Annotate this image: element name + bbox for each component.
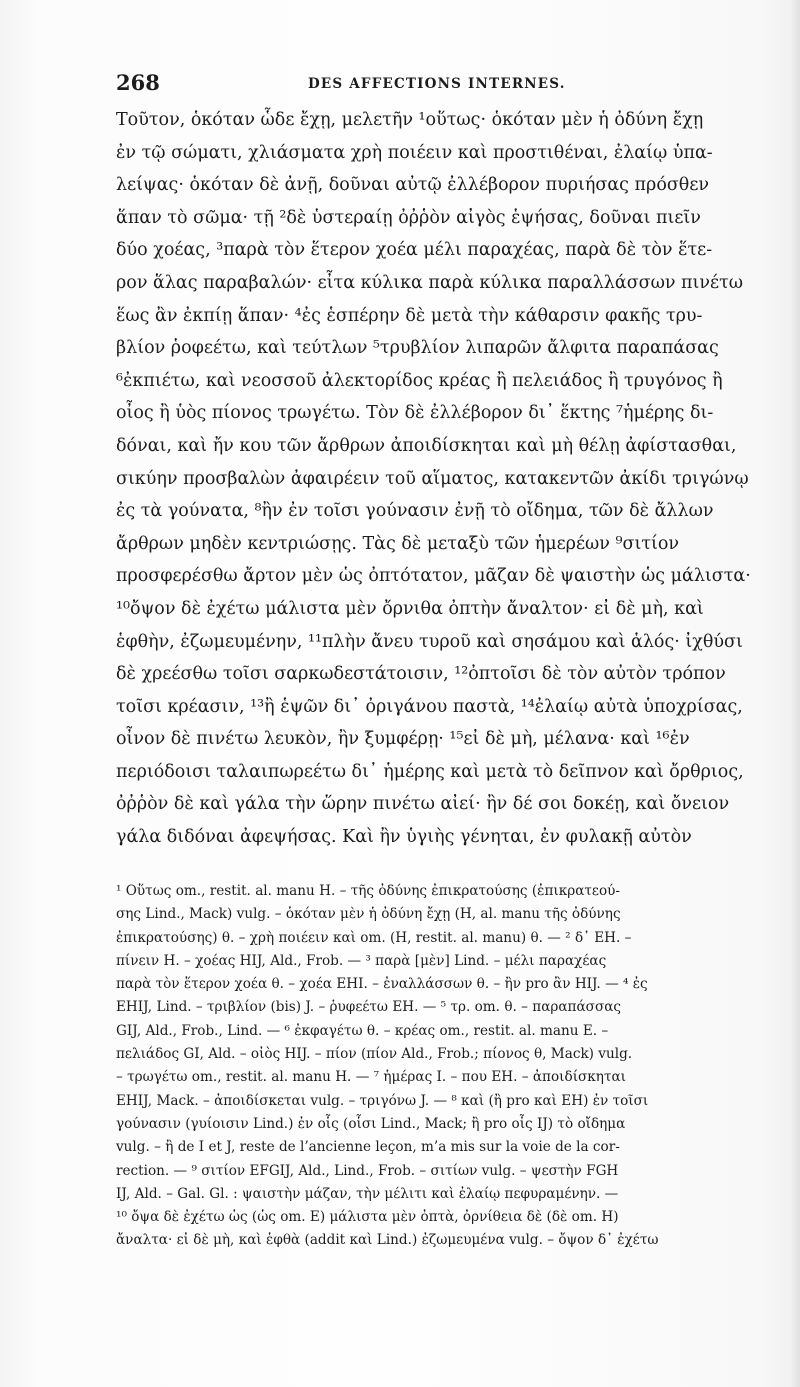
footnote-line: πελιάδος GI, Ald. – οἰὸς HIJ. – πίον (πίον Ald., Frob.; πίονος θ, Mack) vulg.	[116, 1046, 633, 1063]
footnote-line: σης Lind., Mack) vulg. – ὁκόταν μὲν ἡ ὀδύνη ἔχῃ (H, al. manu τῆς ὀδύνης	[116, 906, 621, 923]
footnote-line: rection. — ⁹ σιτίον EFGIJ, Ald., Lind., Frob. – σιτίων vulg. – ψεστὴν FGH	[116, 1162, 619, 1179]
text-line: ἑφθὴν, ἐζωμευμένην, ¹¹πλὴν ἄνευ τυροῦ καὶ σησάμου καὶ ἁλός· ἰχθύσι	[116, 631, 743, 652]
footnote-line: IJ, Ald. – Gal. Gl. : ψαιστὴν μάζαν, τὴν μέλιτι καὶ ἐλαίῳ πεφυραμένην. —	[116, 1185, 619, 1202]
text-line: οἶνον δὲ πινέτω λευκὸν, ἢν ξυμφέρῃ· ¹⁵εἰ δὲ μὴ, μέλανα· καὶ ¹⁶ἐν	[116, 729, 690, 750]
footnote-line: EHIJ, Mack. – ἀποιδίσκεται vulg. – τριγόνω J. — ⁸ καὶ (ἢ pro καὶ EH) ἐν τοῖσι	[116, 1092, 649, 1109]
text-line: λείψας· ὁκόταν δὲ ἀνῇ, δοῦναι αὐτῷ ἐλλέβορον πυριήσας πρόσθεν	[116, 175, 710, 196]
running-title: DES AFFECTIONS INTERNES.	[308, 76, 566, 92]
footnote-line: ἐπικρατούσης) θ. – χρὴ ποιέειν καὶ om. (H, restit. al. manu) θ. — ² δ᾽ EH. –	[116, 929, 632, 946]
text-line: ἐν τῷ σώματι, χλιάσματα χρὴ ποιέειν καὶ προστιθέναι, ἐλαίῳ ὑπα-	[116, 142, 713, 163]
text-line: οἶος ἢ ὑὸς πίονος τρωγέτω. Τὸν δὲ ἐλλέβορον δι᾽ ἕκτης ⁷ἡμέρης δι-	[116, 403, 714, 424]
footnotes	[116, 880, 756, 1253]
footnote-line: – τρωγέτω om., restit. al. manu H. — ⁷ ἡμέρας I. – που EH. – ἀποιδίσκηται	[116, 1069, 626, 1086]
footnote-line: πίνειν H. – χοέας HIJ, Ald., Frob. — ³ παρὰ [μὲν] Lind. – μέλι παραχέας	[116, 952, 607, 969]
text-line: δὲ χρεέσθω τοῖσι σαρκωδεστάτοισιν, ¹²ὀπτοῖσι δὲ τὸν αὐτὸν τρόπον	[116, 664, 726, 685]
footnote-line: ¹⁰ ὄψα δὲ ἐχέτω ὡς (ὡς om. E) μάλιστα μὲν ὀπτὰ, ὀρνίθεια δὲ (δὲ om. H)	[116, 1209, 619, 1226]
footnote-line: παρὰ τὸν ἕτερον χοέα θ. – χοέα EHI. – ἐναλλάσσων θ. – ἢν pro ἂν HIJ. — ⁴ ἐς	[116, 976, 648, 993]
footnote-line: vulg. – ἢ de I et J, reste de l’ancienne leçon, m’a mis sur la voie de la cor-	[116, 1139, 620, 1156]
text-line: ⁶ἐκπιέτω, καὶ νεοσσοῦ ἀλεκτορίδος κρέας ἢ πελειάδος ἢ τρυγόνος ἢ	[116, 370, 723, 391]
page-number: 268	[116, 70, 160, 95]
text-line: Τοῦτον, ὁκόταν ὧδε ἔχῃ, μελετῆν ¹οὕτως· ὁκόταν μὲν ἡ ὀδύνη ἔχῃ	[116, 110, 704, 130]
footnote-line: ἄναλτα· εἰ δὲ μὴ, καὶ ἑφθὰ (addit καὶ Lind.) ἐζωμευμένα vulg. – ὄψον δ᾽ ἐχέτω	[116, 1232, 659, 1249]
footnote-line: ¹ Οὕτως om., restit. al. manu H. – τῆς ὀδύνης ἐπικρατούσης (ἐπικρατεού-	[116, 883, 620, 899]
text-line: βλίον ῥοφεέτω, καὶ τεύτλων ⁵τρυβλίον λιπαρῶν ἄλφιτα παραπάσας	[116, 338, 719, 359]
page-header	[116, 70, 756, 100]
text-line: σικύην προσβαλὼν ἀφαιρέειν τοῦ αἵματος, κατακεντῶν ἀκίδι τριγώνῳ	[116, 468, 749, 489]
footnote-line: GIJ, Ald., Frob., Lind. — ⁶ ἐκφαγέτω θ. – κρέας om., restit. al. manu E. –	[116, 1022, 609, 1039]
text-line: δόναι, καὶ ἤν κου τῶν ἄρθρων ἀποιδίσκηται καὶ μὴ θέλῃ ἀφίστασθαι,	[116, 435, 737, 456]
footnote-separator	[116, 870, 756, 871]
footnote-line: EHIJ, Lind. – τριβλίον (bis) J. – ῥυφεέτω EH. — ⁵ τρ. om. θ. – παραπάσσας	[116, 999, 622, 1016]
text-line: περιόδοισι ταλαιπωρεέτω δι᾽ ἡμέρης καὶ μετὰ τὸ δεῖπνον καὶ ὄρθριος,	[116, 761, 744, 782]
main-text	[116, 104, 756, 854]
text-line: ἅπαν τὸ σῶμα· τῇ ²δὲ ὑστεραίῃ ὀῤῥὸν αἰγὸς ἑψήσας, δοῦναι πιεῖν	[116, 207, 701, 228]
text-line: ἕως ἂν ἐκπίῃ ἅπαν· ⁴ἐς ἑσπέρην δὲ μετὰ τὴν κάθαρσιν φακῆς τρυ-	[116, 305, 703, 326]
text-line: γάλα διδόναι ἀφεψήσας. Καὶ ἢν ὑγιὴς γένηται, ἐν φυλακῇ αὐτὸν	[116, 827, 692, 848]
page-edge-shadow	[790, 0, 800, 1387]
text-line: ¹⁰ὄψον δὲ ἐχέτω μάλιστα μὲν ὄρνιθα ὀπτὴν ἄναλτον· εἰ δὲ μὴ, καὶ	[116, 598, 704, 619]
text-line: ἐς τὰ γούνατα, ⁸ἢν ἐν τοῖσι γούνασιν ἐνῇ τὸ οἴδημα, τῶν δὲ ἄλλων	[116, 501, 714, 522]
text-line: ἄρθρων μηδὲν κεντριώσῃς. Τὰς δὲ μεταξὺ τῶν ἡμερέων ⁹σιτίον	[116, 533, 680, 554]
text-line: δύο χοέας, ³παρὰ τὸν ἕτερον χοέα μέλι παραχέας, παρὰ δὲ τὸν ἕτε-	[116, 240, 713, 261]
footnote-line: γούνασιν (γυίοισιν Lind.) ἐν οἷς (οἷσι Lind., Mack; ἢ pro οἷς IJ) τὸ οἴδημα	[116, 1115, 626, 1132]
text-line: ρον ἅλας παραβαλών· εἶτα κύλικα παρὰ κύλικα παραλλάσσων πινέτω	[116, 272, 744, 293]
text-line: τοῖσι κρέασιν, ¹³ἢ ἑψῶν δι᾽ ὀριγάνου παστὰ, ¹⁴ἐλαίῳ αὐτὰ ὑποχρίσας,	[116, 696, 743, 717]
text-line: ὀῤῥὸν δὲ καὶ γάλα τὴν ὥρην πινέτω αἰεί· ἢν δέ σοι δοκέῃ, καὶ ὄνειον	[116, 794, 730, 815]
text-line: προσφερέσθω ἄρτον μὲν ὡς ὀπτότατον, μᾶζαν δὲ ψαιστὴν ὡς μάλιστα·	[116, 566, 751, 587]
